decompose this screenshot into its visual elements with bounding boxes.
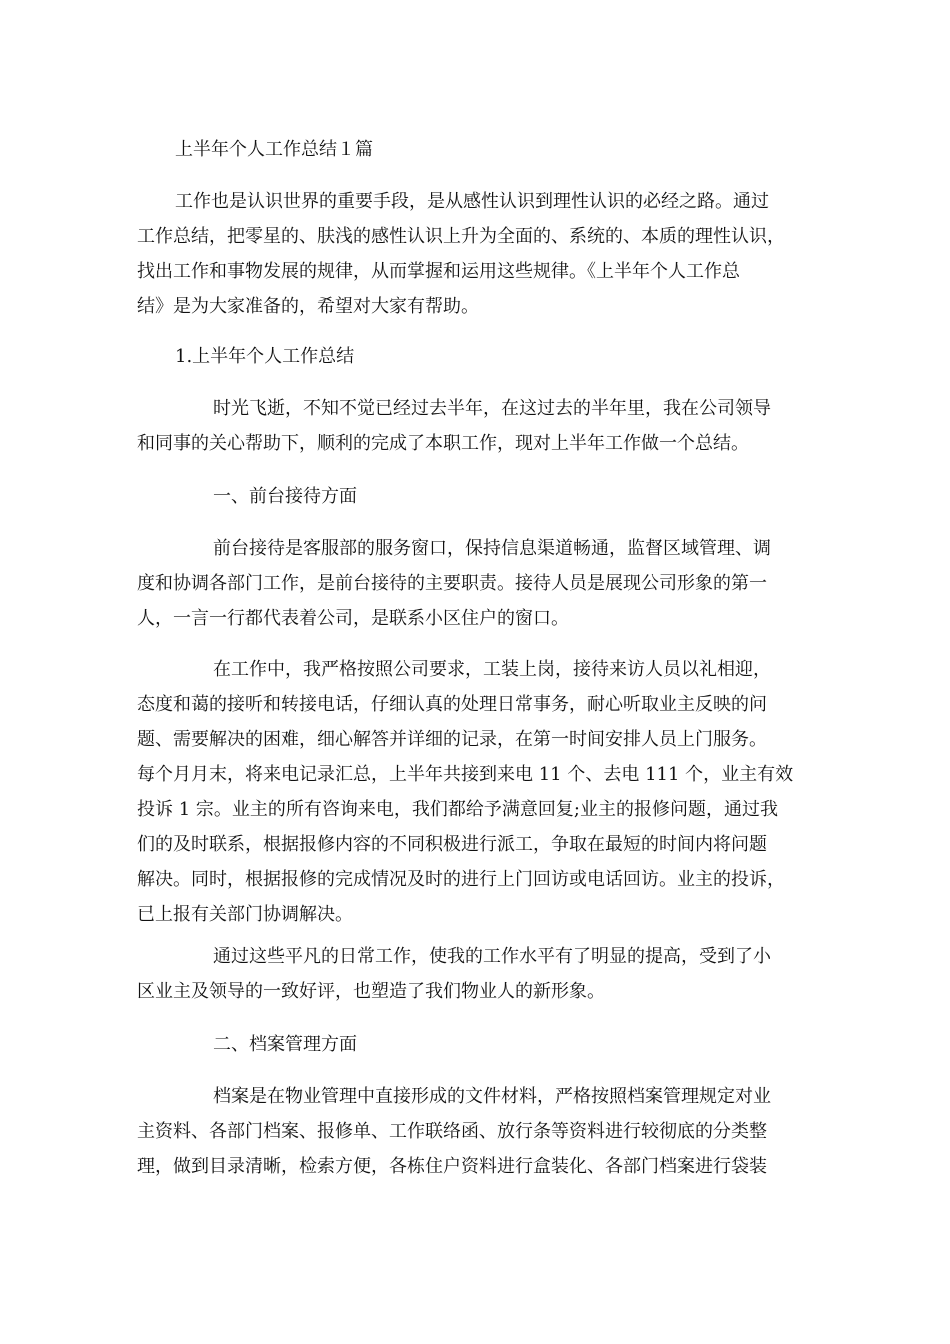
paragraph-line: 人，一言一行都代表着公司，是联系小区住户的窗口。 xyxy=(137,608,569,629)
paragraph-line: 区业主及领导的一致好评，也塑造了我们物业人的新形象。 xyxy=(137,981,605,1002)
paragraph-line: 每个月月末，将来电记录汇总，上半年共接到来电 11 个、去电 111 个，业主有效 xyxy=(137,764,794,785)
paragraph-line: 们的及时联系，根据报修内容的不同积极进行派工，争取在最短的时间内将问题 xyxy=(137,834,767,855)
paragraph-opening xyxy=(137,391,817,461)
paragraph-line: 态度和蔼的接听和转接电话，仔细认真的处理日常事务，耐心听取业主反映的问 xyxy=(137,694,767,715)
paragraph-line: 档案是在物业管理中直接形成的文件材料，严格按照档案管理规定对业 xyxy=(213,1086,771,1107)
paragraph-line: 投诉 1 宗。业主的所有咨询来电，我们都给予满意回复;业主的报修问题，通过我 xyxy=(137,799,778,820)
intro-line: 结》是为大家准备的，希望对大家有帮助。 xyxy=(137,296,479,317)
paragraph-line: 前台接待是客服部的服务窗口，保持信息渠道畅通，监督区域管理、调 xyxy=(213,538,771,559)
subheading-text: 二、档案管理方面 xyxy=(213,1034,357,1055)
paragraph-reception-role xyxy=(137,531,817,636)
paragraph-line: 在工作中，我严格按照公司要求，工装上岗，接待来访人员以礼相迎， xyxy=(213,659,771,680)
intro-paragraph xyxy=(137,184,817,324)
paragraph-line: 和同事的关心帮助下，顺利的完成了本职工作，现对上半年工作做一个总结。 xyxy=(137,433,749,454)
subheading-archive xyxy=(137,1027,893,1062)
paragraph-line: 题、需要解决的困难，细心解答并详细的记录，在第一时间安排人员上门服务。 xyxy=(137,729,767,750)
paragraph-line: 主资料、各部门档案、报修单、工作联络函、放行条等资料进行较彻底的分类整 xyxy=(137,1121,767,1142)
title-text: 上半年个人工作总结１篇 xyxy=(175,139,373,160)
section-heading-text: 1.上半年个人工作总结 xyxy=(175,346,355,367)
paragraph-reception-work xyxy=(137,652,817,932)
paragraph-line: 解决。同时，根据报修的完成情况及时的进行上门回访或电话回访。业主的投诉， xyxy=(137,869,785,890)
intro-line: 找出工作和事物发展的规律，从而掌握和运用这些规律。《上半年个人工作总 xyxy=(137,261,740,282)
paragraph-line: 已上报有关部门协调解决。 xyxy=(137,904,353,925)
subheading-reception xyxy=(137,479,893,514)
paragraph-line: 理，做到目录清晰，检索方便，各栋住户资料进行盒装化、各部门档案进行袋装 xyxy=(137,1156,767,1177)
paragraph-archive xyxy=(137,1079,817,1184)
paragraph-line: 度和协调各部门工作，是前台接待的主要职责。接待人员是展现公司形象的第一 xyxy=(137,573,767,594)
paragraph-result xyxy=(137,939,817,1009)
intro-line: 工作也是认识世界的重要手段，是从感性认识到理性认识的必经之路。通过 xyxy=(175,191,769,212)
section-heading xyxy=(137,339,855,374)
subheading-text: 一、前台接待方面 xyxy=(213,486,357,507)
paragraph-line: 通过这些平凡的日常工作，使我的工作水平有了明显的提高，受到了小 xyxy=(213,946,771,967)
document-title xyxy=(137,132,855,167)
paragraph-line: 时光飞逝，不知不觉已经过去半年，在这过去的半年里，我在公司领导 xyxy=(213,398,771,419)
intro-line: 工作总结，把零星的、肤浅的感性认识上升为全面的、系统的、本质的理性认识， xyxy=(137,226,785,247)
